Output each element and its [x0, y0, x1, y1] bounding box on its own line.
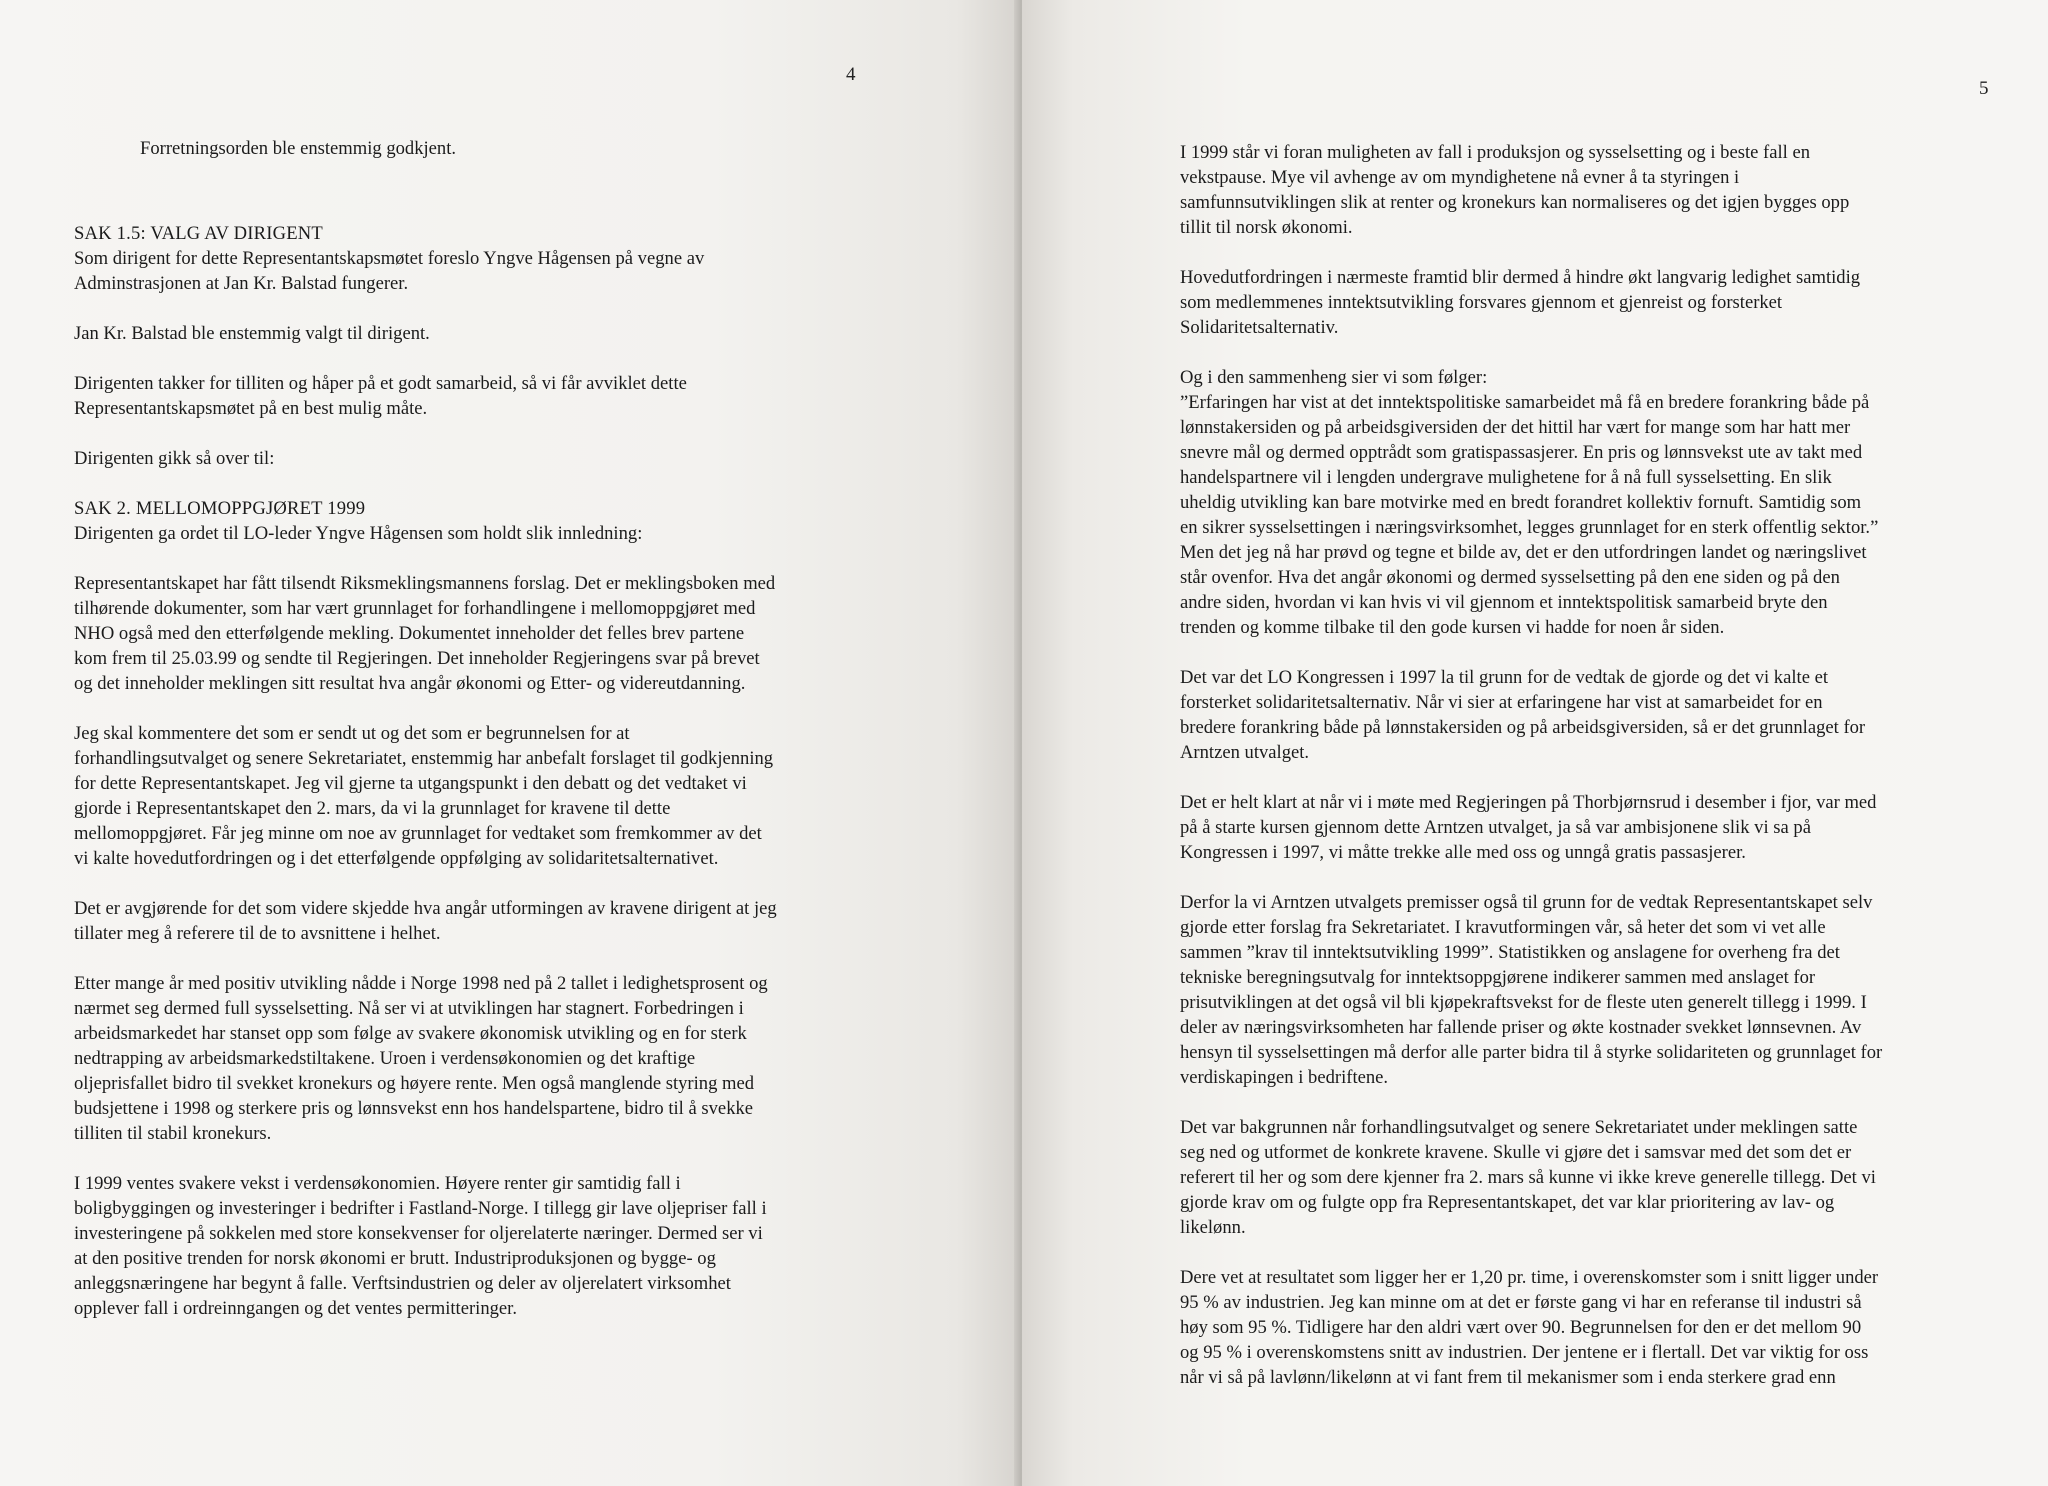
paragraph: Hovedutfordringen i nærmeste framtid blir dermed å hindre økt langvarig ledighet samtidig som medlemmenes inntektsutvikling forsvares gjennom et gjenreist og forsterket Solidaritetsalternativ. [1180, 267, 1861, 338]
paragraph: Jeg skal kommentere det som er sendt ut og det som er begrunnelsen for at forhandlingsutvalget og senere Sekretariatet, enstemmig har anbefalt forslaget til godkjenning for dette Representantskapet. Jeg vil gjerne ta utgangspunkt i den debatt og det vedtaket vi gjorde i Representantskapet den 2. mars, da vi la grunnlaget for kravene til dette mellomoppgjøret. Får jeg minne om noe av grunnlaget for vedtaket som fremkommer av det vi kalte hovedutfordringen og i det etterfølgende oppfølging av solidaritetsalternativet. [74, 723, 774, 869]
paragraph: Det er avgjørende for det som videre skjedde hva angår utformingen av kravene dirigent at jeg tillater meg å referere til de to avsnittene i helhet. [74, 898, 777, 944]
right-page-text [1180, 140, 2000, 1390]
page-number: 5 [1979, 78, 1989, 99]
paragraph: Forretningsorden ble enstemmig godkjent. [140, 138, 457, 159]
paragraph: Dere vet at resultatet som ligger her er 1,20 pr. time, i overenskomster som i snitt ligger under 95 % av industrien. Jeg kan minne om at det er første gang vi har en referanse til industri så høy som 95 %. Tidligere har den aldri vært over 90. Begrunnelsen for den er det mellom 90 og 95 % i overenskomstens snitt av industrien. Der jentene er i flertall. Det var viktig for oss når vi så på lavlønn/likelønn at vi fant frem til mekanismer som i enda sterkere grad enn [1180, 1267, 1879, 1388]
paragraph: Og i den sammenheng sier vi som følger: ”Erfaringen har vist at det inntektspolitiske samarbeidet må få en bredere forankring både på lønnstakersiden og på arbeidsgiversiden der det hittil har vært for mange som har hatt mer snevre mål og dermed opptrådt som gratispassasjerer. En pris og lønnsvekst ute av takt med handelspartnere vil i lengden undergrave mulighetene for å nå full sysselsetting. En slik uheldig utvikling kan bare motvirke med en bredt forandret kollektiv fornuft. Samtidig som en sikrer sysselsettingen i næringsvirksomhet, legges grunnlaget for en sterk offentlig sektor.” Men det jeg nå har prøvd og tegne et bilde av, det er den utfordringen landet og næringslivet står ovenfor. Hva det angår økonomi og dermed sysselsetting på den ene siden og på den andre siden, hvordan vi kan hvis vi vil gjennom et inntektspolitisk samarbeid bryte den trenden og komme tilbake til den gode kursen vi hadde for noen år siden. [1180, 367, 1879, 638]
left-page-text [74, 136, 874, 1321]
paragraph: Dirigenten gikk så over til: [74, 448, 275, 469]
paragraph: Etter mange år med positiv utvikling nådde i Norge 1998 ned på 2 tallet i ledighetsprosent og nærmet seg dermed full sysselsetting. Nå ser vi at utviklingen har stagnert. Forbedringen i arbeidsmarkedet har stanset opp som følge av svakere økonomisk utvikling og en for sterk nedtrapping av arbeidsmarkedstiltakene. Uroen i verdensøkonomien og det kraftige oljeprisfallet bidro til svekket kronekurs og høyere rente. Men også manglende styring med budsjettene i 1998 og sterkere pris og lønnsvekst enn hos handelspartene, bidro til å svekke tilliten til stabil kronekurs. [74, 973, 768, 1144]
paragraph: Det er helt klart at når vi i møte med Regjeringen på Thorbjørnsrud i desember i fjor, var med på å starte kursen gjennom dette Arntzen utvalget, ja så var ambisjonene slik vi sa på Kongressen i 1997, vi måtte trekke alle med oss og unngå gratis passasjerer. [1180, 792, 1877, 863]
paragraph: Dirigenten ga ordet til LO-leder Yngve Hågensen som holdt slik innledning: [74, 523, 643, 544]
left-page [0, 0, 1018, 1486]
paragraph: Dirigenten takker for tilliten og håper på et godt samarbeid, så vi får avviklet dette Representantskapsmøtet på en best mulig måte. [74, 373, 687, 419]
paragraph: Det var bakgrunnen når forhandlingsutvalget og senere Sekretariatet under meklingen satte seg ned og utformet de konkrete kravene. Skulle vi gjøre det i samsvar med det som det er referert til her og som dere kjenner fra 2. mars så kunne vi ikke kreve generelle tillegg. Det vi gjorde krav om og fulgte opp fra Representantskapet, det var klar prioritering av lav- og likelønn. [1180, 1117, 1876, 1238]
paragraph: Representantskapet har fått tilsendt Riksmeklingsmannens forslag. Det er meklingsboken med tilhørende dokumenter, som har vært grunnlaget for forhandlingene i mellomoppgjøret med NHO også med den etterfølgende mekling. Dokumentet inneholder det felles brev partene kom frem til 25.03.99 og sendte til Regjeringen. Det inneholder Regjeringens svar på brevet og det inneholder meklingen sitt resultat hva angår økonomi og Etter- og videreutdanning. [74, 573, 776, 694]
page-number: 4 [846, 64, 856, 85]
section-heading: SAK 2. MELLOMOPPGJØRET 1999 [74, 498, 366, 519]
paragraph: I 1999 står vi foran muligheten av fall i produksjon og sysselsetting og i beste fall en vekstpause. Mye vil avhenge av om myndighetene nå evner å ta styringen i samfunnsutviklingen slik at renter og kronekurs kan normaliseres og det igjen bygges opp tillit til norsk økonomi. [1180, 142, 1850, 238]
paragraph: I 1999 ventes svakere vekst i verdensøkonomien. Høyere renter gir samtidig fall i boligbyggingen og investeringer i bedrifter i Fastland-Norge. I tillegg gir lave oljepriser fall i investeringene på sokkelen med store konsekvenser for oljerelaterte næringer. Dermed ser vi at den positive trenden for norsk økonomi er brutt. Industriproduksjonen og bygge- og anleggsnæringene har begynt å falle. Verftsindustrien og deler av oljerelatert virksomhet opplever fall i ordreinngangen og det ventes permitteringer. [74, 1173, 767, 1319]
right-page [1022, 0, 2048, 1486]
section-heading: SAK 1.5: VALG AV DIRIGENT [74, 223, 323, 244]
paragraph: Det var det LO Kongressen i 1997 la til grunn for de vedtak de gjorde og det vi kalte et forsterket solidaritetsalternativ. Når vi sier at erfaringene har vist at samarbeidet for en bredere forankring både på lønnstakersiden og på arbeidsgiversiden, så er det grunnlaget for Arntzen utvalget. [1180, 667, 1866, 763]
paragraph: Jan Kr. Balstad ble enstemmig valgt til dirigent. [74, 323, 430, 344]
paragraph: Derfor la vi Arntzen utvalgets premisser også til grunn for de vedtak Representantskapet selv gjorde etter forslag fra Sekretariatet. I kravutformingen vår, så heter det som vi vet alle sammen ”krav til inntektsutvikling 1999”. Statistikken og anslagene for overheng fra det tekniske beregningsutvalg for inntektsoppgjørene indikerer sammen med anslaget for prisutviklingen at det også vil bli kjøpekraftsvekst for de fleste uten generelt tillegg i 1999. I deler av næringsvirksomheten har fallende priser og økte kostnader svekket lønnsevnen. Av hensyn til sysselsettingen må derfor alle parter bidra til å styrke solidariteten og grunnlaget for verdiskapingen i bedriftene. [1180, 892, 1883, 1088]
paragraph: Som dirigent for dette Representantskapsmøtet foreslo Yngve Hågensen på vegne av Adminstrasjonen at Jan Kr. Balstad fungerer. [74, 248, 705, 294]
